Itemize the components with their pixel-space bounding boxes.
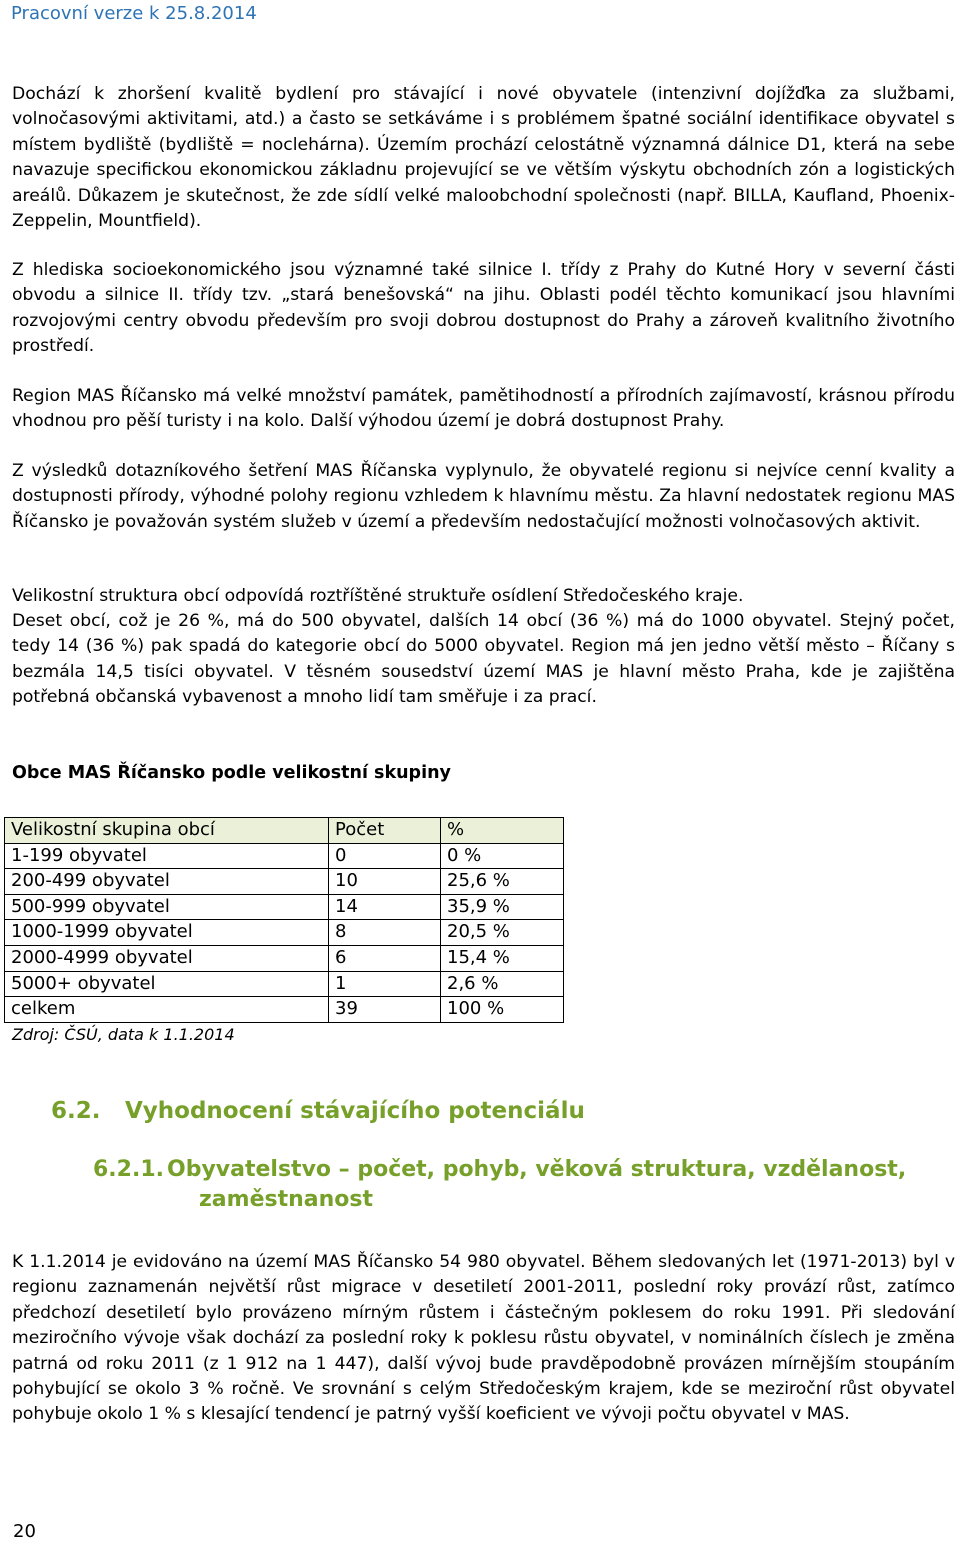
column-header: Velikostní skupina obcí [5,818,329,844]
subsection-title-line2: zaměstnanost [199,1187,374,1212]
table-cell: 1 [329,971,441,997]
subsection-heading [93,1155,956,1215]
table-cell: 0 [329,843,441,869]
paragraph-roads: Z hlediska socioekonomického jsou významné také silnice I. třídy z Prahy do Kutné Hory v severní části obvodu a silnice II. třídy tzv. „stará benešovská“ na jihu. Oblasti podél těchto komunikací jsou hlavními rozvojovými centry obvodu především pro svoji dobrou dostupnost do Prahy a zároveň kvalitního životního prostředí. [12,260,955,357]
table-cell: 5000+ obyvatel [5,971,329,997]
section-title: Vyhodnocení stávajícího potenciálu [125,1098,585,1124]
table-cell: 0 % [441,843,564,869]
table-source-note: Zdroj: ČSÚ, data k 1.1.2014 [12,1025,235,1044]
paragraph-municipalities: Deset obcí, což je 26 %, má do 500 obyvatel, dalších 14 obcí (36 %) má do 1000 obyvatel. Stejný počet, tedy 14 (36 %) pak spadá do kategorie obcí do 5000 obyvatel. Region má jen jedno větší město – Říčany s bezmála 14,5 tisíci obyvatel. V těsném sousedství území MAS je hlavní město Praha, kde je zajištěna potřebná občanská vybavenost a mnoho lidí tam směřuje i za prací. [12,611,955,708]
table-cell: 35,9 % [441,894,564,920]
paragraph-population: K 1.1.2014 je evidováno na území MAS Říčansko 54 980 obyvatel. Během sledovaných let (1971-2013) byl v regionu zaznamenán největší růst migrace v desetiletí 2001-2011, poslední roky provází růst, zatímco předchozí desetiletí bylo provázeno mírným růstem i částečným poklesem do roku 1991. Při sledování meziročního vývoje však dochází za poslední roky k poklesu růstu obyvatel, v nominálních číslech je změna patrná od roku 2011 (z 1 912 na 1 447), další vývoj bude pravděpodobně provázen mírnějším stoupáním pohybující se okolo 3 % ročně. Ve srovnání s celým Středočeským krajem, kde se meziroční růst obyvatel pohybuje okolo 1 % s klesající tendencí je patrný vyšší koeficient ve vývoji počtu obyvatel v MAS. [12,1252,955,1425]
paragraph-housing: Dochází k zhoršení kvalitě bydlení pro stávající i nové obyvatele (intenzivní dojížďka za službami, volnočasovými aktivitami, atd.) a často se setkáváme i s problémem špatné sociální identifikace obyvatel s místem bydliště (bydliště = noclehárna). Územím prochází celostátně významná dálnice D1, která na sebe navazuje specifickou ekonomickou základnu projevující se ve větším výskytu obchodních zón a logistických areálů. Důkazem je skutečnost, že zde sídlí velké maloobchodní společnosti (např. BILLA, Kaufland, Phoenix-Zeppelin, Mountfield). [12,84,955,232]
column-header: Počet [329,818,441,844]
column-header: % [441,818,564,844]
paragraph-survey: Z výsledků dotazníkového šetření MAS Říčanska vyplynulo, že obyvatelé regionu si nejvíce cenní kvality a dostupnosti přírody, výhodné polohy regionu vzhledem k hlavnímu městu. Za hlavní nedostatek regionu MAS Říčansko je považován systém služeb v území a především nedostačující možnosti volnočasových aktivit. [12,461,955,532]
table-row [5,843,564,869]
table-cell: 20,5 % [441,920,564,946]
table-row [5,971,564,997]
table-row [5,869,564,895]
table-cell: 8 [329,920,441,946]
table-cell: celkem [5,997,329,1023]
table-cell: 1-199 obyvatel [5,843,329,869]
paragraph-settlement-structure: Velikostní struktura obcí odpovídá roztříštěné struktuře osídlení Středočeského kraje. [12,586,744,606]
table-cell: 10 [329,869,441,895]
subsection-title-line1: 6.2.1. Obyvatelstvo – počet, pohyb, věková struktura, vzdělanost, [93,1155,956,1185]
section-number: 6.2. [51,1098,101,1124]
paragraph-monuments: Region MAS Říčansko má velké množství památek, pamětihodností a přírodních zajímavostí, krásnou přírodu vhodnou pro pěší turisty i na kolo. Další výhodou území je dobrá dostupnost Prahy. [12,386,955,432]
table-cell: 14 [329,894,441,920]
table-cell: 100 % [441,997,564,1023]
table-cell: 2,6 % [441,971,564,997]
municipality-size-table [4,817,564,1023]
table-row [5,920,564,946]
page-header-title: Pracovní verze k 25.8.2014 [11,3,257,24]
table-cell: 200-499 obyvatel [5,869,329,895]
table-row-total [5,997,564,1023]
table-cell: 15,4 % [441,945,564,971]
table-title: Obce MAS Říčansko podle velikostní skupiny [12,763,451,783]
table-header-row [5,818,564,844]
page-number: 20 [13,1521,36,1542]
subsection-number: 6.2.1. [93,1157,164,1182]
table-cell: 500-999 obyvatel [5,894,329,920]
section-heading [51,1098,585,1124]
table-cell: 1000-1999 obyvatel [5,920,329,946]
table-cell: 25,6 % [441,869,564,895]
table-row [5,945,564,971]
table-cell: 6 [329,945,441,971]
table-row [5,894,564,920]
table-cell: 2000-4999 obyvatel [5,945,329,971]
table-cell: 39 [329,997,441,1023]
